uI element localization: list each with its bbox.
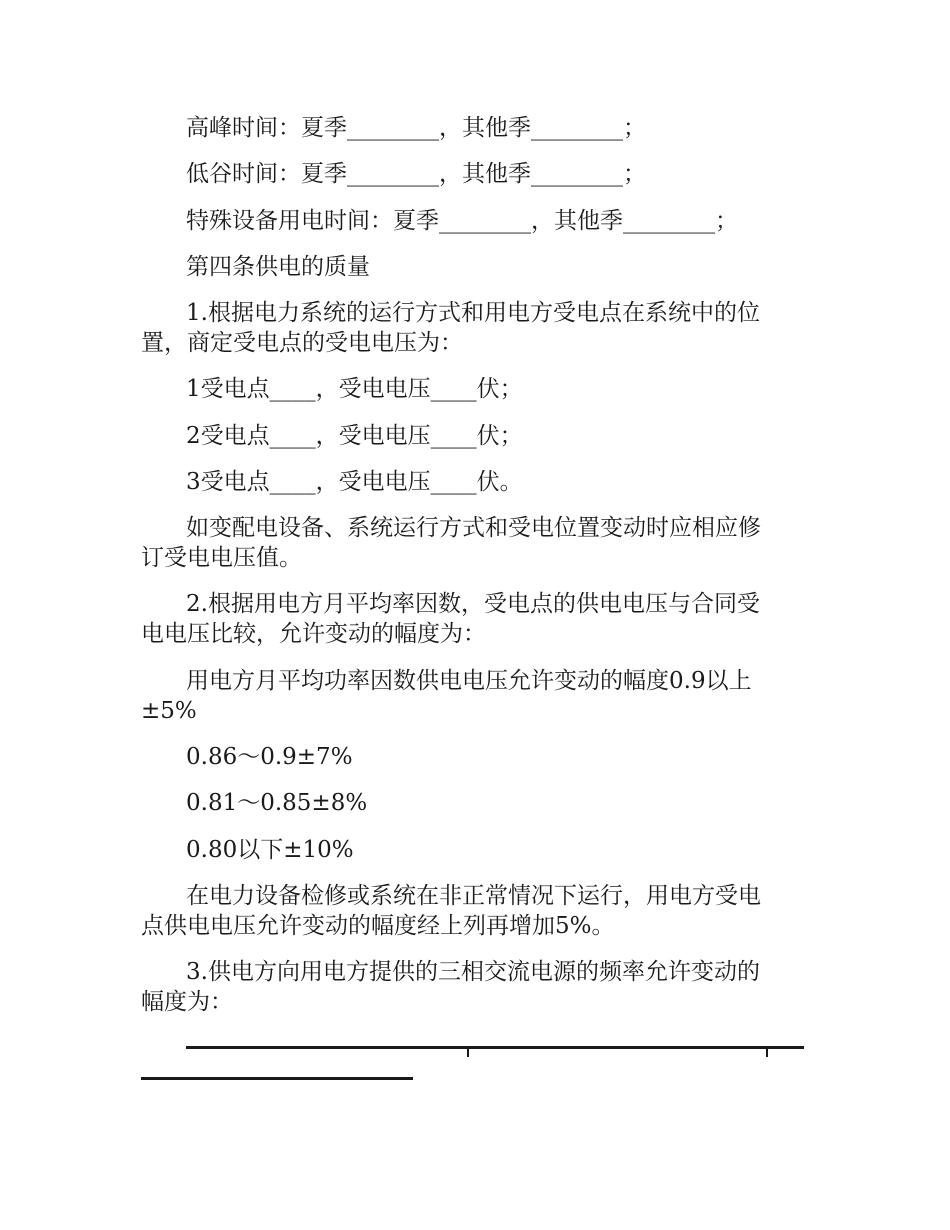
power-factor-header-line1: 用电方月平均功率因数供电电压允许变动的幅度0.9以上 [186, 668, 752, 694]
valley-time-line: 低谷时间：夏季________，其他季________； [186, 161, 646, 187]
table-column-tick [467, 1047, 469, 1057]
item1-line1: 1.根据电力系统的运行方式和用电方受电点在系统中的位 [186, 300, 760, 326]
receiving-point-1: 1受电点____，受电电压____伏； [186, 376, 523, 402]
power-factor-row-3: 0.80以下±10% [186, 837, 354, 863]
power-factor-header-line2: ±5% [141, 698, 197, 724]
revise-line2: 订受电电压值。 [141, 545, 302, 571]
receiving-point-3: 3受电点____，受电电压____伏。 [186, 469, 523, 495]
item2-line1: 2.根据用电方月平均率因数，受电点的供电电压与合同受 [186, 591, 760, 617]
item1-line2: 置，商定受电点的受电电压为： [141, 330, 463, 356]
peak-time-line: 高峰时间：夏季________，其他季________； [186, 115, 646, 141]
power-factor-row-1: 0.86～0.9±7% [186, 744, 353, 770]
power-factor-row-2: 0.81～0.85±8% [186, 790, 368, 816]
item3-line1: 3.供电方向用电方提供的三相交流电源的频率允许变动的 [186, 959, 760, 985]
item3-line2: 幅度为： [141, 989, 233, 1015]
item2-line2: 电电压比较，允许变动的幅度为： [141, 621, 486, 647]
receiving-point-2: 2受电点____，受电电压____伏； [186, 423, 523, 449]
table-bottom-rule [141, 1077, 413, 1080]
revise-line1: 如变配电设备、系统运行方式和受电位置变动时应相应修 [186, 515, 761, 541]
table-column-tick [766, 1047, 768, 1057]
special-equipment-time-line: 特殊设备用电时间：夏季________，其他季________； [186, 208, 738, 234]
table-top-rule [186, 1046, 804, 1049]
abnormal-line1: 在电力设备检修或系统在非正常情况下运行，用电方受电 [186, 883, 761, 909]
article4-heading: 第四条供电的质量 [186, 254, 370, 280]
abnormal-line2: 点供电电压允许变动的幅度经上列再增加5%。 [141, 913, 615, 939]
